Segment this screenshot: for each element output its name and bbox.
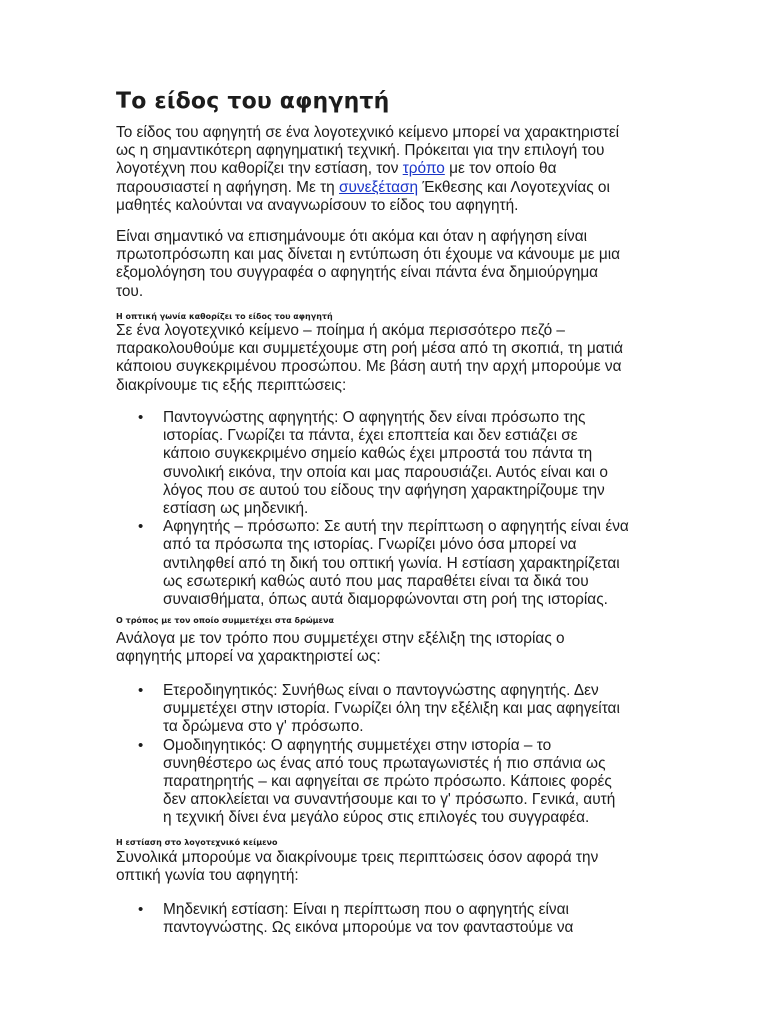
text-line: Σε ένα λογοτεχνικό κείμενο – ποίημα ή ακόμα περισσότερο πεζό – [116, 322, 565, 339]
text-line: αντιληφθεί από τη δική του οπτική γωνία. Η εστίαση χαρακτηρίζεται [163, 554, 620, 572]
intro-paragraph [116, 124, 619, 215]
list-item [138, 409, 629, 518]
text-line: ως η σημαντικότερη αφηγηματική τεχνική. Πρόκειται για την επιλογή του [116, 142, 605, 160]
text-line: από τα πρόσωπα της ιστορίας. Γνωρίζει μόνο όσα μπορεί να [163, 536, 577, 554]
text-line: διακρίνουμε τις εξής περιπτώσεις: [116, 376, 347, 394]
section-3-paragraph [116, 849, 598, 885]
list-item [138, 518, 629, 609]
text-fragment: Έκθεσης και Λογοτεχνίας οι [418, 178, 610, 196]
text-line: ως εσωτερική καθώς αυτό που μας παραθέτει είναι τα δικά του [163, 572, 589, 590]
section-1-paragraph [116, 322, 623, 395]
text-line: παντογνώστης. Ως εικόνα μπορούμε να τον φανταστούμε να [163, 919, 574, 937]
link-synexetasi[interactable]: συνεξέταση [339, 178, 419, 196]
section-1-list [138, 409, 629, 609]
text-line [116, 160, 619, 178]
link-tropo[interactable]: τρόπο [402, 160, 445, 178]
text-line: παρατηρητής – και αφηγείται σε πρώτο πρόσωπο. Κάποιες φορές [163, 773, 612, 791]
text-fragment: με τον οποίο θα [444, 160, 557, 178]
text-fragment: παρουσιαστεί η αφήγηση. Με τη [116, 178, 339, 196]
text-line: συναισθήματα, όπως αυτά διαμορφώνονται στη ροή της ιστορίας. [163, 591, 608, 609]
text-line: Είναι σημαντικό να επισημάνουμε ότι ακόμα και όταν η αφήγηση είναι [116, 228, 588, 245]
bullet-icon: • [138, 901, 144, 918]
text-line: ιστορίας. Γνωρίζει τα πάντα, έχει εποπτεία και δεν εστιάζει σε [163, 427, 578, 445]
list-item [138, 682, 620, 737]
text-line: συμμετέχει στην ιστορία. Γνωρίζει όλη την εξέλιξη και μας αφηγείται [163, 700, 620, 718]
text-line: η τεχνική δίνει ένα μεγάλο εύρος στις επιλογές του συγγραφέα. [163, 809, 590, 827]
text-line: Συνολικά μπορούμε να διακρίνουμε τρεις περιπτώσεις όσον αφορά την [116, 849, 599, 866]
text-fragment: λογοτέχνη που καθορίζει την εστίαση, τον [116, 160, 403, 178]
page-title: Το είδος του αφηγητή [116, 89, 390, 114]
text-line: πρωτοπρόσωπη και μας δίνεται η εντύπωση ότι έχουμε να κάνουμε με μια [116, 246, 621, 264]
text-line: λόγος που σε αυτού του είδους την αφήγηση χαρακτηρίζουμε την [163, 481, 605, 499]
text-line: συνηθέστερο ως ένας από τους πρωταγωνιστές ή πιο σπάνια ως [163, 754, 606, 772]
text-line: Ομοδιηγητικός: Ο αφηγητής συμμετέχει στην ιστορία – το [163, 736, 552, 754]
text-line: συνολική εικόνα, την οποία και μας παρουσιάζει. Αυτός είναι και ο [163, 463, 608, 481]
section-2-paragraph [116, 630, 565, 666]
list-item [138, 901, 573, 937]
section-heading-2: Ο τρόπος με τον οποίο συμμετέχει στα δρώμενα [116, 616, 334, 625]
bullet-icon: • [138, 682, 144, 699]
text-line: εξομολόγηση του συγγραφέα ο αφηγητής είναι πάντα ένα δημιούργημα [116, 264, 599, 282]
text-line: Αφηγητής – πρόσωπο: Σε αυτή την περίπτωση ο αφηγητής είναι ένα [163, 518, 629, 536]
text-line: κάποιο συγκεκριμένο σημείο καθώς έχει μπροστά του πάντα τη [163, 445, 593, 463]
text-line: οπτική γωνία του αφηγητή: [116, 867, 299, 885]
text-line: κάποιου συγκεκριμένου προσώπου. Με βάση αυτή την αρχή μπορούμε να [116, 358, 622, 376]
text-line: Ετεροδιηγητικός: Συνήθως είναι ο παντογνώστης αφηγητής. Δεν [163, 682, 599, 699]
bullet-icon: • [138, 736, 144, 754]
bullet-icon: • [138, 409, 144, 426]
list-item [138, 737, 620, 828]
text-line: εστίαση ως μηδενική. [163, 500, 309, 518]
text-line: δεν αποκλείεται να συναντήσουμε και το γ' πρόσωπο. Γενικά, αυτή [163, 791, 616, 809]
text-line: Ανάλογα με τον τρόπο που συμμετέχει στην εξέλιξη της ιστορίας ο [116, 630, 565, 647]
text-line: του. [116, 282, 144, 300]
section-2-list [138, 682, 620, 828]
text-line: παρακολουθούμε και συμμετέχουμε στη ροή μέσα από τη σκοπιά, τη ματιά [116, 340, 624, 358]
text-line: Μηδενική εστίαση: Είναι η περίπτωση που ο αφηγητής είναι [163, 901, 569, 918]
text-line: μαθητές καλούνται να αναγνωρίσουν το είδος του αφηγητή. [116, 196, 519, 214]
text-line: τα δρώμενα στο γ' πρόσωπο. [163, 718, 364, 736]
text-line [116, 179, 619, 197]
section-heading-1: Η οπτική γωνία καθορίζει το είδος του αφηγητή [116, 312, 333, 321]
section-heading-3: Η εστίαση στο λογοτεχνικό κείμενο [116, 838, 278, 847]
bullet-icon: • [138, 518, 144, 536]
text-line: αφηγητής μπορεί να χαρακτηριστεί ως: [116, 648, 381, 666]
text-line: Παντογνώστης αφηγητής: Ο αφηγητής δεν είναι πρόσωπο της [163, 409, 586, 426]
section-3-list [138, 901, 573, 937]
text-line: Το είδος του αφηγητή σε ένα λογοτεχνικό κείμενο μπορεί να χαρακτηριστεί [116, 124, 620, 141]
paragraph-2 [116, 228, 620, 301]
